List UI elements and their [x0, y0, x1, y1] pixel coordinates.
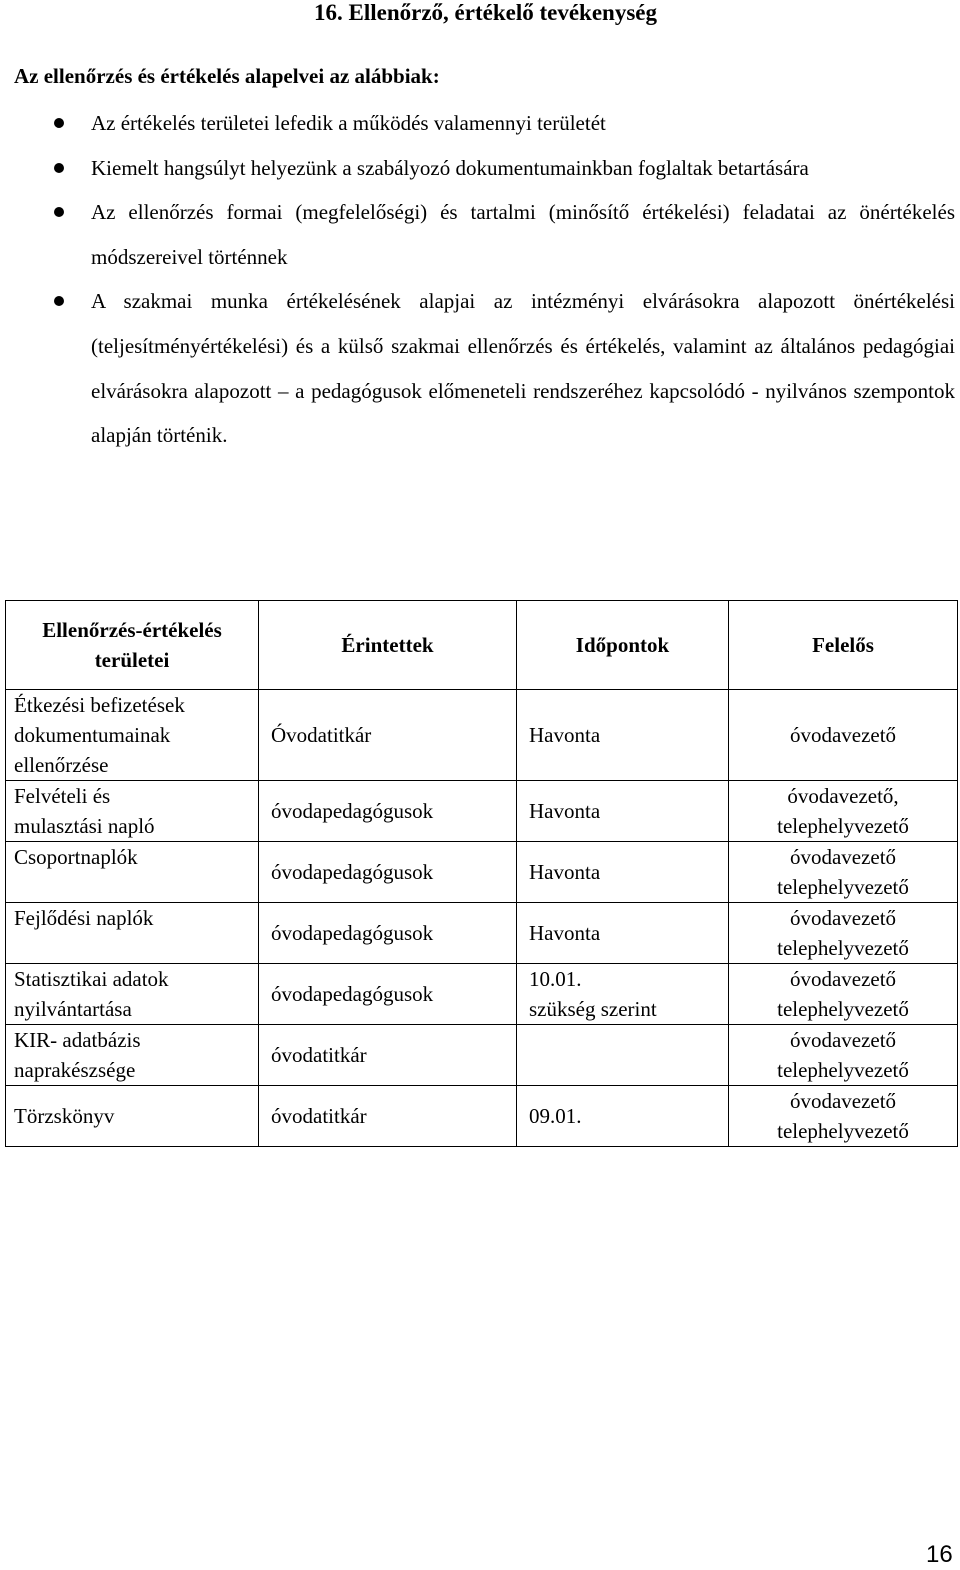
area-cell: Fejlődési naplók	[6, 903, 259, 964]
column-header: Érintettek	[259, 601, 517, 690]
column-header: Időpontok	[517, 601, 729, 690]
list-item-text: Az ellenőrzés formai (megfelelőségi) és tartalmi (minősítő értékelési) feladatai az önértékelés módszereivel történnek	[91, 200, 955, 269]
list-item-text: Kiemelt hangsúlyt helyezünk a szabályozó dokumentumainkban foglaltak betartására	[91, 155, 809, 180]
intro-heading: Az ellenőrzés és értékelés alapelvei az alábbiak:	[14, 64, 440, 88]
who-cell: óvodapedagógusok	[259, 964, 517, 1025]
area-cell: Felvételi és mulasztási napló	[6, 781, 259, 842]
list-item	[0, 190, 955, 279]
bullet-icon	[54, 118, 64, 128]
who-cell: óvodatitkár	[259, 1025, 517, 1086]
list-item-text: A szakmai munka értékelésének alapjai az intézményi elvárásokra alapozott önértékelési (teljesítményértékelési) és a külső szakmai ellenőrzés és értékelés, valamint az általános pedagógiai elvárásokra alapozott – a pedagógusok előmeneteli rendszeréhez kapcsolódó - nyilvános szempontok alapján történik.	[91, 289, 955, 448]
section-title: 16. Ellenőrző, értékelő tevékenység	[314, 0, 657, 25]
bullet-icon	[54, 163, 64, 173]
area-cell: Statisztikai adatok nyilvántartása	[6, 964, 259, 1025]
table-row	[6, 842, 958, 903]
responsible-cell: óvodavezető, telephelyvezető	[729, 781, 958, 842]
when-cell	[517, 1025, 729, 1086]
who-cell: óvodapedagógusok	[259, 842, 517, 903]
when-cell: Havonta	[517, 781, 729, 842]
responsible-cell: óvodavezető telephelyvezető	[729, 903, 958, 964]
who-cell: óvodapedagógusok	[259, 781, 517, 842]
who-cell: Óvodatitkár	[259, 690, 517, 781]
bullet-icon	[54, 296, 64, 306]
when-cell: Havonta	[517, 690, 729, 781]
who-cell: óvodatitkár	[259, 1086, 517, 1147]
responsible-cell: óvodavezető telephelyvezető	[729, 1086, 958, 1147]
when-cell: 09.01.	[517, 1086, 729, 1147]
area-cell: Törzskönyv	[6, 1086, 259, 1147]
table-row	[6, 903, 958, 964]
when-cell: 10.01. szükség szerint	[517, 964, 729, 1025]
area-cell: Csoportnaplók	[6, 842, 259, 903]
table-row	[6, 964, 958, 1025]
when-cell: Havonta	[517, 903, 729, 964]
column-header: Ellenőrzés-értékelés területei	[6, 601, 259, 690]
principles-list	[0, 101, 955, 458]
table-row	[6, 1086, 958, 1147]
list-item	[0, 146, 955, 191]
area-cell: Étkezési befizetések dokumentumainak ellenőrzése	[6, 690, 259, 781]
bullet-icon	[54, 207, 64, 217]
table-header-row	[6, 601, 958, 690]
evaluation-table	[5, 600, 958, 1147]
list-item-text: Az értékelés területei lefedik a működés valamennyi területét	[91, 111, 606, 135]
responsible-cell: óvodavezető	[729, 690, 958, 781]
table-row	[6, 1025, 958, 1086]
area-cell: KIR- adatbázis naprakészsége	[6, 1025, 259, 1086]
responsible-cell: óvodavezető telephelyvezető	[729, 842, 958, 903]
list-item	[0, 101, 955, 146]
table-row	[6, 781, 958, 842]
table-row	[6, 690, 958, 781]
page-number: 16	[926, 1541, 953, 1568]
list-item	[0, 279, 955, 457]
column-header: Felelős	[729, 601, 958, 690]
responsible-cell: óvodavezető telephelyvezető	[729, 1025, 958, 1086]
when-cell: Havonta	[517, 842, 729, 903]
who-cell: óvodapedagógusok	[259, 903, 517, 964]
responsible-cell: óvodavezető telephelyvezető	[729, 964, 958, 1025]
